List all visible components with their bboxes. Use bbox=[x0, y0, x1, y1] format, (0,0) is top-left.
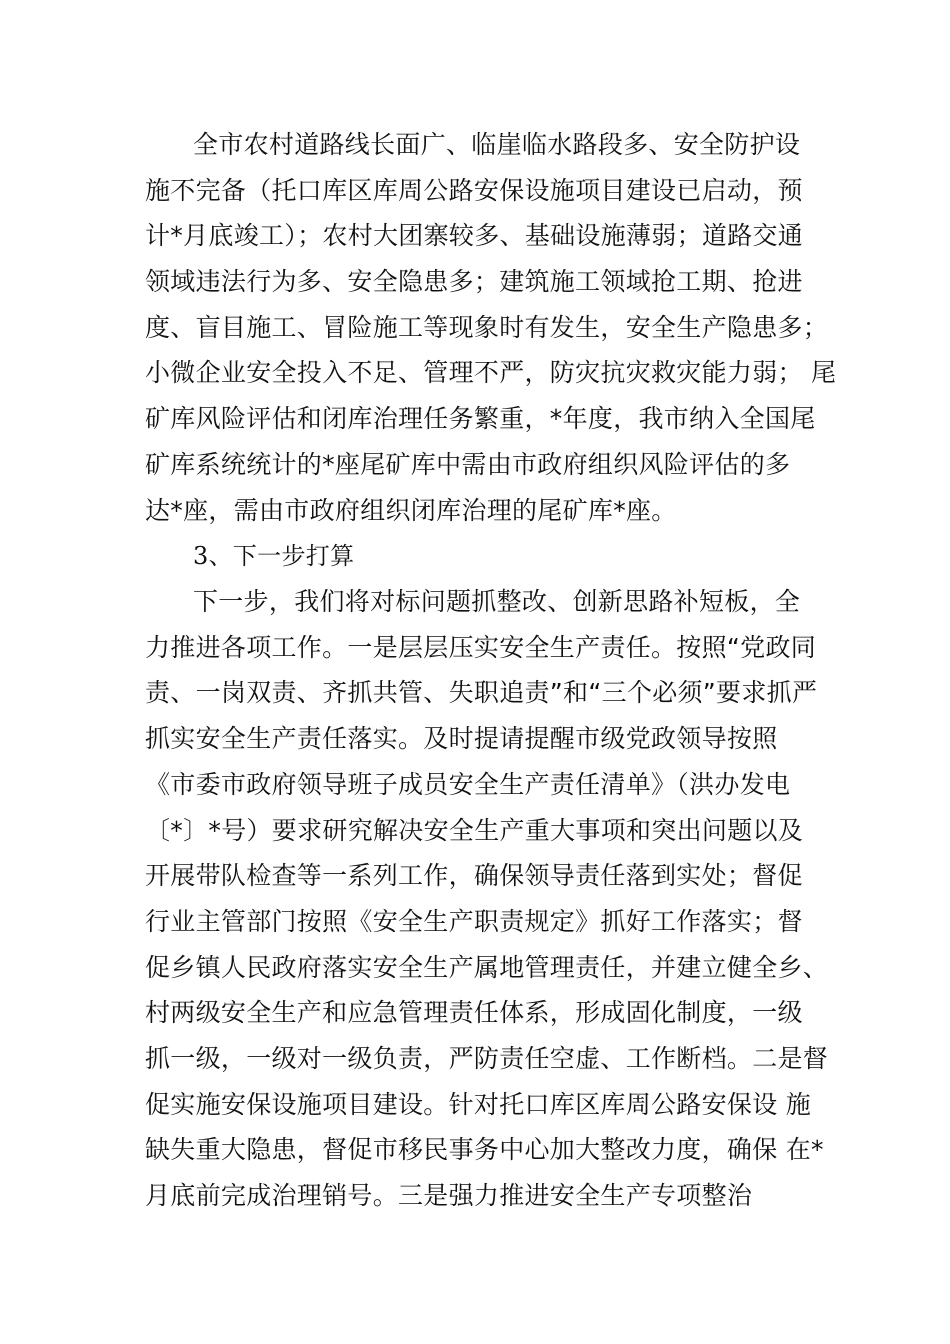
paragraph-line: 小微企业安全投入不足、管理不严，防灾抗灾救灾能力弱； 尾 bbox=[145, 358, 837, 387]
paragraph-line: 矿库系统统计的*座尾矿库中需由市政府组织风险评估的多 bbox=[145, 450, 791, 479]
paragraph-line: 抓实安全生产责任落实。及时提请提醒市级党政领导按照 bbox=[145, 724, 778, 753]
paragraph-line: 施不完备（托口库区库周公路安保设施项目建设已启动，预 bbox=[145, 176, 803, 205]
paragraph-line: 全市农村道路线长面广、临崖临水路段多、安全防护设 bbox=[193, 130, 801, 159]
paragraph-line: 抓一级，一级对一级负责，严防责任空虚、工作断档。二是督 bbox=[145, 1044, 829, 1073]
paragraph-line: 村两级安全生产和应急管理责任体系，形成固化制度，一级 bbox=[145, 998, 803, 1027]
paragraph-line: 矿库风险评估和闭库治理任务繁重，*年度，我市纳入全国尾 bbox=[145, 404, 816, 433]
section-heading: 3、下一步打算 bbox=[193, 542, 355, 570]
paragraph-line: 〔*〕*号）要求研究解决安全生产重大事项和突出问题以及 bbox=[145, 816, 804, 845]
paragraph-line: 领域违法行为多、安全隐患多；建筑施工领域抢工期、抢进 bbox=[145, 267, 803, 296]
paragraph-line: 促乡镇人民政府落实安全生产属地管理责任，并建立健全乡、 bbox=[145, 953, 829, 982]
paragraph-line: 月底前完成治理销号。三是强力推进安全生产专项整治 bbox=[145, 1181, 753, 1210]
paragraph-line: 达*座，需由市政府组织闭库治理的尾矿库*座。 bbox=[145, 496, 677, 525]
paragraph-line: 计*月底竣工）；农村大团寨较多、基础设施薄弱；道路交通 bbox=[145, 221, 804, 250]
paragraph-line: 下一步，我们将对标问题抓整改、创新思路补短板，全 bbox=[193, 587, 801, 616]
paragraph-line: 力推进各项工作。一是层层压实安全生产责任。按照“党政同 bbox=[145, 633, 817, 662]
paragraph-line: 促实施安保设施项目建设。针对托口库区库周公路安保设 施 bbox=[145, 1090, 812, 1119]
paragraph-line: 责、一岗双责、齐抓共管、失职追责”和“三个必须”要求抓严 bbox=[145, 678, 818, 707]
paragraph-line: 度、盲目施工、冒险施工等现象时有发生，安全生产隐患多； bbox=[145, 313, 829, 342]
paragraph-line: 开展带队检查等一系列工作，确保领导责任落到实处；督促 bbox=[145, 861, 803, 890]
paragraph-line: 缺失重大隐患，督促市移民事务中心加大整改力度，确保 在* bbox=[145, 1135, 824, 1164]
paragraph-line: 行业主管部门按照《安全生产职责规定》抓好工作落实；督 bbox=[145, 907, 803, 936]
paragraph-line: 《市委市政府领导班子成员安全生产责任清单》（洪办发电 bbox=[145, 770, 791, 799]
